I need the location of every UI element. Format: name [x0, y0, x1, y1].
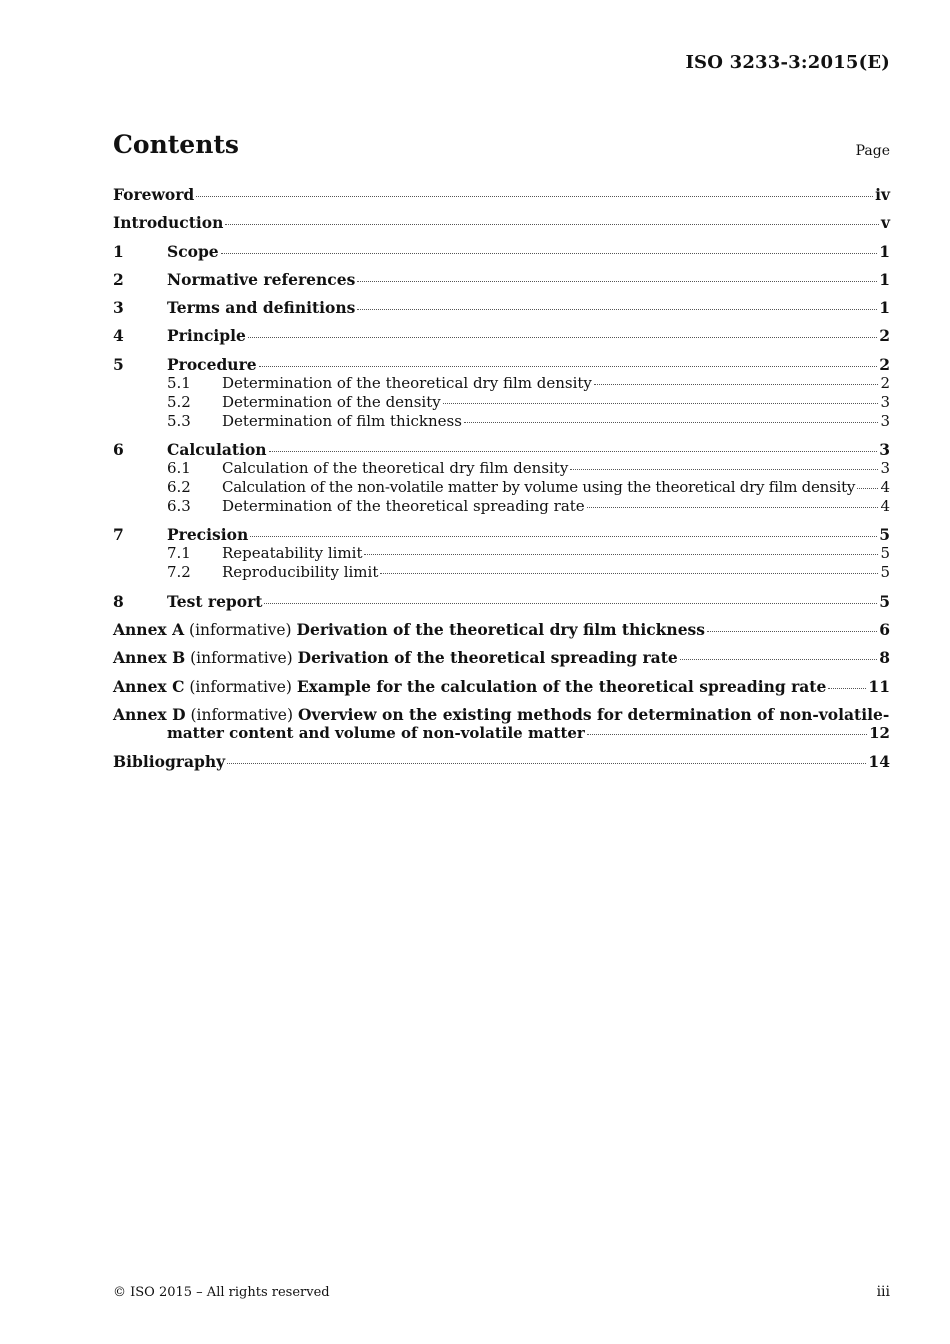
dot-leader [269, 439, 878, 452]
toc-entry-title: Foreword [113, 185, 195, 204]
dot-leader [707, 619, 877, 632]
toc-entry-page: 14 [868, 752, 890, 772]
page-number: iii [876, 1284, 890, 1300]
toc-subentry-7-2[interactable] [113, 563, 890, 582]
dot-leader [196, 184, 873, 197]
toc-entry-page: 2 [880, 373, 890, 392]
toc-entry-title: Test report [167, 591, 263, 611]
toc-entry-annex-b[interactable] [113, 648, 890, 667]
toc-entry-number: 2 [113, 269, 124, 289]
toc-entry-title: Determination of the density [222, 392, 441, 411]
toc-entry-page: 3 [879, 440, 890, 460]
toc-entry-page: 3 [880, 392, 890, 411]
toc-entry-number: 5.3 [167, 411, 191, 430]
toc-entry-number: 7.1 [167, 544, 191, 563]
toc-entry-title: Calculation of the non-volatile matter by volume using the theoretical dry film density [222, 478, 856, 497]
toc-entry-title: Principle [167, 326, 246, 346]
dot-leader [594, 372, 879, 385]
toc-entry-title: Normative references [167, 269, 356, 289]
toc-entry-page: 3 [880, 411, 890, 430]
toc-entry-title: Determination of the theoretical spreading rate [222, 497, 585, 516]
dot-leader [264, 591, 877, 604]
toc-entry-title: Calculation of the theoretical dry film density [222, 459, 569, 478]
toc-entry-page: 1 [879, 241, 890, 261]
toc-entry-page: 11 [868, 676, 890, 696]
dot-leader [443, 391, 879, 404]
toc-entry-number: 6.3 [167, 497, 191, 516]
toc-entry-annex-c[interactable] [113, 677, 890, 696]
toc-entry-normative-references[interactable] [113, 270, 890, 289]
toc-entry-test-report[interactable] [113, 592, 890, 611]
toc-entry-title: Overview on the existing methods for determination of non-volatile- [297, 704, 890, 724]
toc-entry-number: 5 [113, 354, 124, 374]
toc-entry-title: Repeatability limit [222, 544, 363, 563]
toc-entry-page: iv [875, 185, 890, 204]
toc-entry-title-continued: matter content and volume of non-volatile matter [167, 723, 585, 742]
table-of-contents [113, 185, 890, 771]
toc-entry-page: 8 [879, 648, 890, 668]
dot-leader [828, 676, 866, 689]
toc-entry-foreword[interactable] [113, 185, 890, 204]
toc-entry-title: Example for the calculation of the theoretical spreading rate [296, 676, 827, 696]
toc-entry-page: 1 [879, 298, 890, 318]
toc-entry-page: 4 [880, 478, 890, 497]
toc-entry-number: 6.1 [167, 459, 191, 478]
dot-leader [364, 542, 878, 555]
toc-entry-page: v [880, 213, 890, 233]
toc-entry-number: 6 [113, 440, 124, 460]
dot-leader [259, 354, 878, 367]
annex-label: Annex A [113, 619, 185, 639]
toc-entry-title: Bibliography [113, 752, 226, 772]
toc-entry-principle[interactable] [113, 326, 890, 345]
annex-type: (informative) [190, 705, 294, 724]
annex-label: Annex C [113, 676, 185, 696]
page-column-label: Page [855, 143, 890, 159]
toc-entry-page: 6 [879, 619, 890, 639]
toc-entry-title: Calculation [167, 440, 267, 460]
toc-entry-page: 12 [869, 723, 890, 742]
dot-leader [570, 457, 878, 470]
toc-entry-number: 8 [113, 591, 124, 611]
toc-entry-number: 7 [113, 525, 124, 545]
toc-entry-page: 1 [879, 269, 890, 289]
dot-leader [464, 410, 879, 423]
toc-entry-page: 2 [879, 354, 890, 374]
toc-entry-title: Terms and definitions [167, 298, 356, 318]
annex-type: (informative) [189, 677, 292, 696]
toc-entry-annex-d-continued[interactable] [113, 724, 890, 743]
toc-entry-title: Determination of film thickness [222, 411, 462, 430]
toc-entry-title: Procedure [167, 354, 257, 374]
toc-entry-number: 5.2 [167, 392, 191, 411]
dot-leader [225, 212, 879, 225]
toc-entry-number: 6.2 [167, 478, 191, 497]
dot-leader [680, 647, 877, 660]
dot-leader [227, 751, 866, 764]
toc-entry-page: 5 [880, 544, 890, 563]
toc-entry-number: 4 [113, 326, 124, 346]
dot-leader [357, 269, 877, 282]
toc-entry-page: 5 [879, 525, 890, 545]
contents-title: Contents [113, 130, 240, 159]
toc-entry-title: Introduction [113, 213, 224, 233]
annex-type: (informative) [189, 620, 292, 639]
toc-entry-page: 5 [879, 591, 890, 611]
toc-entry-title: Determination of the theoretical dry film density [222, 373, 592, 392]
toc-entry-introduction[interactable] [113, 213, 890, 232]
document-id: ISO 3233-3:2015(E) [685, 52, 890, 73]
dot-leader [380, 561, 878, 574]
toc-entry-title: Derivation of the theoretical dry film thickness [296, 619, 706, 639]
toc-entry-page: 5 [880, 563, 890, 582]
toc-subentry-6-3[interactable] [113, 497, 890, 516]
toc-entry-page: 3 [880, 459, 890, 478]
toc-entry-scope[interactable] [113, 242, 890, 261]
toc-entry-page: 2 [879, 326, 890, 346]
dot-leader [221, 241, 878, 254]
dot-leader [857, 476, 878, 489]
toc-entry-title: Precision [167, 525, 249, 545]
toc-entry-title: Scope [167, 241, 219, 261]
dot-leader [587, 722, 867, 735]
dot-leader [587, 495, 879, 508]
toc-entry-terms-and-definitions[interactable] [113, 298, 890, 317]
toc-entry-bibliography[interactable] [113, 752, 890, 771]
toc-entry-title: Derivation of the theoretical spreading rate [297, 648, 678, 668]
annex-type: (informative) [190, 649, 293, 668]
dot-leader [357, 297, 877, 310]
dot-leader [248, 325, 877, 338]
toc-entry-number: 1 [113, 241, 124, 261]
annex-label: Annex B [113, 648, 186, 668]
toc-subentry-5-3[interactable] [113, 412, 890, 431]
annex-label: Annex D [113, 704, 186, 724]
toc-entry-annex-a[interactable] [113, 620, 890, 639]
toc-entry-number: 3 [113, 298, 124, 318]
dot-leader [250, 524, 877, 537]
toc-subentry-6-1[interactable] [113, 459, 890, 478]
toc-entry-page: 4 [880, 497, 890, 516]
copyright-notice: © ISO 2015 – All rights reserved [113, 1285, 330, 1300]
toc-entry-number: 7.2 [167, 563, 191, 582]
toc-entry-number: 5.1 [167, 373, 191, 392]
toc-entry-title: Reproducibility limit [222, 563, 379, 582]
